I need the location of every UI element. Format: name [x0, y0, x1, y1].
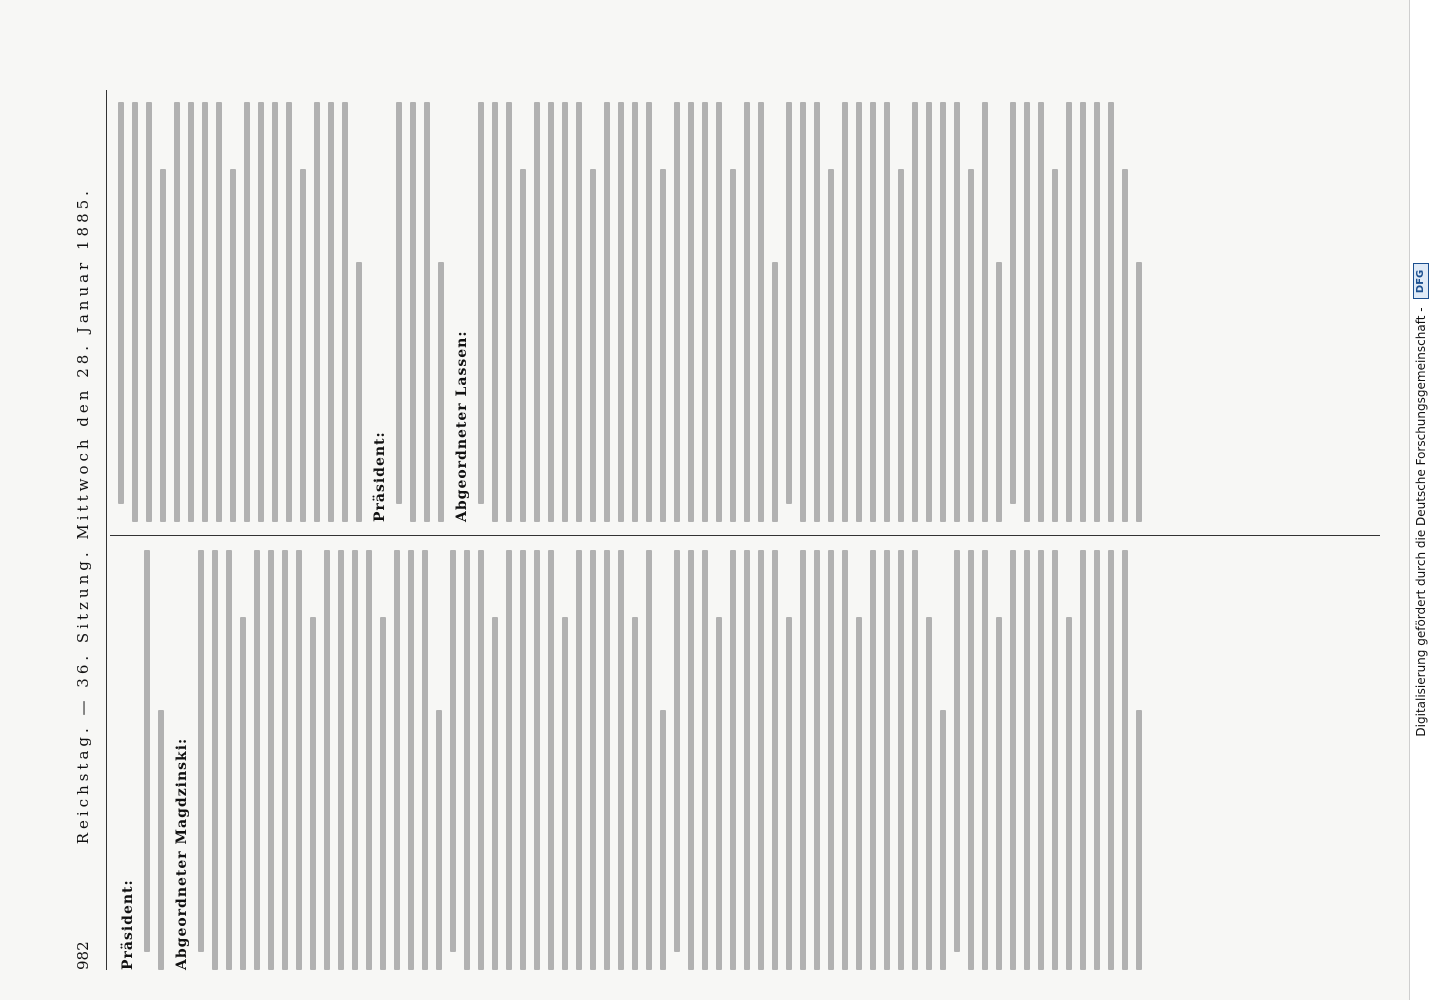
text-line [1108, 102, 1114, 522]
text-line [576, 102, 582, 522]
text-line [424, 102, 430, 522]
text-line [1066, 102, 1072, 522]
text-line [380, 617, 386, 970]
text-line [940, 710, 946, 970]
text-line [338, 550, 344, 970]
text-line [870, 102, 876, 522]
text-line [464, 550, 470, 970]
text-line [438, 262, 444, 522]
text-line [758, 102, 764, 522]
text-line [366, 550, 372, 970]
text-line [786, 617, 792, 970]
page-header [74, 90, 107, 970]
text-line [800, 550, 806, 970]
text-line [118, 102, 124, 504]
text-line [576, 550, 582, 970]
text-block [954, 550, 1142, 970]
text-line [800, 102, 806, 522]
text-line [702, 102, 708, 522]
text-line [548, 102, 554, 522]
text-line [1108, 550, 1114, 970]
text-line [394, 550, 400, 970]
text-line [506, 102, 512, 522]
text-line [1136, 262, 1142, 522]
text-line [632, 617, 638, 970]
text-line [618, 550, 624, 970]
text-line [856, 617, 862, 970]
text-block [454, 102, 778, 522]
text-line [492, 102, 498, 522]
text-line [1052, 550, 1058, 970]
text-line [422, 550, 428, 970]
dfg-logo-icon: DFG [1413, 263, 1429, 299]
digitization-footer [1409, 0, 1432, 1000]
text-line [436, 710, 442, 970]
text-line [954, 550, 960, 952]
left-column [110, 550, 1380, 970]
speaker-label: Abgeordneter Magdzinski: [174, 737, 190, 970]
text-line [352, 550, 358, 970]
right-column [110, 102, 1380, 522]
text-line [912, 550, 918, 970]
text-line [286, 102, 292, 522]
text-line [408, 550, 414, 970]
column-divider [110, 535, 1380, 536]
text-line [478, 550, 484, 970]
text-line [1052, 169, 1058, 522]
speaker-label: Abgeordneter Lassen: [454, 330, 470, 522]
text-line [716, 617, 722, 970]
text-line [632, 102, 638, 522]
text-line [548, 550, 554, 970]
text-block [372, 102, 444, 522]
text-line [258, 102, 264, 522]
text-line [1122, 169, 1128, 522]
text-line [982, 550, 988, 970]
text-line [328, 102, 334, 522]
text-line [492, 617, 498, 970]
text-line [450, 550, 456, 952]
text-line [590, 169, 596, 522]
text-line [758, 550, 764, 970]
text-line [814, 550, 820, 970]
text-line [926, 617, 932, 970]
text-line [1080, 102, 1086, 522]
text-line [146, 102, 152, 522]
speaker-label: Präsident: [372, 431, 388, 522]
text-block [174, 550, 442, 970]
text-line [132, 102, 138, 522]
text-line [244, 102, 250, 522]
footer-text: Digitalisierung gefördert durch die Deutsche Forschungsgemeinschaft - [1414, 307, 1428, 737]
text-line [884, 550, 890, 970]
text-line [1038, 550, 1044, 970]
text-block [786, 102, 1002, 522]
text-line [144, 550, 150, 952]
text-line [1122, 550, 1128, 970]
text-line [786, 102, 792, 504]
text-line [534, 102, 540, 522]
text-line [968, 169, 974, 522]
text-line [478, 102, 484, 504]
text-line [828, 169, 834, 522]
text-line [996, 262, 1002, 522]
text-line [730, 169, 736, 522]
text-line [828, 550, 834, 970]
text-line [912, 102, 918, 522]
text-line [996, 617, 1002, 970]
text-line [674, 102, 680, 522]
text-line [646, 550, 652, 970]
text-line [884, 102, 890, 522]
text-line [646, 102, 652, 522]
text-block [118, 102, 362, 522]
text-line [188, 102, 194, 522]
text-line [226, 550, 232, 970]
text-line [314, 102, 320, 522]
text-line [506, 550, 512, 970]
text-line [268, 550, 274, 970]
text-line [1010, 550, 1016, 970]
text-line [534, 550, 540, 970]
text-line [520, 550, 526, 970]
text-line [688, 550, 694, 970]
text-line [296, 550, 302, 970]
text-line [202, 102, 208, 522]
speaker-label: Präsident: [120, 879, 136, 970]
text-line [174, 102, 180, 522]
text-line [356, 262, 362, 522]
page-content [66, 90, 1386, 970]
text-line [410, 102, 416, 522]
text-line [688, 102, 694, 522]
text-line [1094, 102, 1100, 522]
text-block [674, 550, 946, 970]
text-line [940, 102, 946, 522]
text-line [342, 102, 348, 522]
text-line [520, 169, 526, 522]
text-line [590, 550, 596, 970]
text-line [230, 169, 236, 522]
text-line [618, 102, 624, 522]
text-line [562, 102, 568, 522]
text-line [604, 550, 610, 970]
text-line [814, 102, 820, 522]
text-line [1038, 102, 1044, 522]
text-line [702, 550, 708, 970]
text-line [982, 102, 988, 522]
text-line [716, 102, 722, 522]
text-line [926, 102, 932, 522]
text-line [898, 169, 904, 522]
text-line [324, 550, 330, 970]
text-line [216, 102, 222, 522]
text-block [120, 550, 164, 970]
text-line [1024, 550, 1030, 970]
text-line [744, 550, 750, 970]
text-line [160, 169, 166, 522]
text-line [660, 169, 666, 522]
text-line [1066, 617, 1072, 970]
text-line [1080, 550, 1086, 970]
text-line [772, 262, 778, 522]
text-line [282, 550, 288, 970]
text-line [674, 550, 680, 952]
text-line [730, 550, 736, 970]
text-line [240, 617, 246, 970]
text-line [212, 550, 218, 970]
text-line [772, 550, 778, 970]
text-line [1010, 102, 1016, 504]
text-line [744, 102, 750, 522]
text-line [254, 550, 260, 970]
text-line [272, 102, 278, 522]
text-line [604, 102, 610, 522]
text-line [898, 550, 904, 970]
page-title: Reichstag. — 36. Sitzung. Mittwoch den 28. Januar 1885. [74, 187, 92, 845]
text-line [1094, 550, 1100, 970]
text-line [1136, 710, 1142, 970]
text-line [310, 617, 316, 970]
text-line [842, 102, 848, 522]
text-line [842, 550, 848, 970]
text-block [1010, 102, 1142, 522]
text-line [562, 617, 568, 970]
text-block [450, 550, 666, 970]
text-line [968, 550, 974, 970]
text-line [396, 102, 402, 504]
page-number: 982 [74, 941, 92, 970]
text-line [1024, 102, 1030, 522]
text-line [300, 169, 306, 522]
text-line [158, 710, 164, 970]
text-line [870, 550, 876, 970]
text-line [856, 102, 862, 522]
text-line [660, 710, 666, 970]
text-line [954, 102, 960, 522]
text-line [198, 550, 204, 952]
